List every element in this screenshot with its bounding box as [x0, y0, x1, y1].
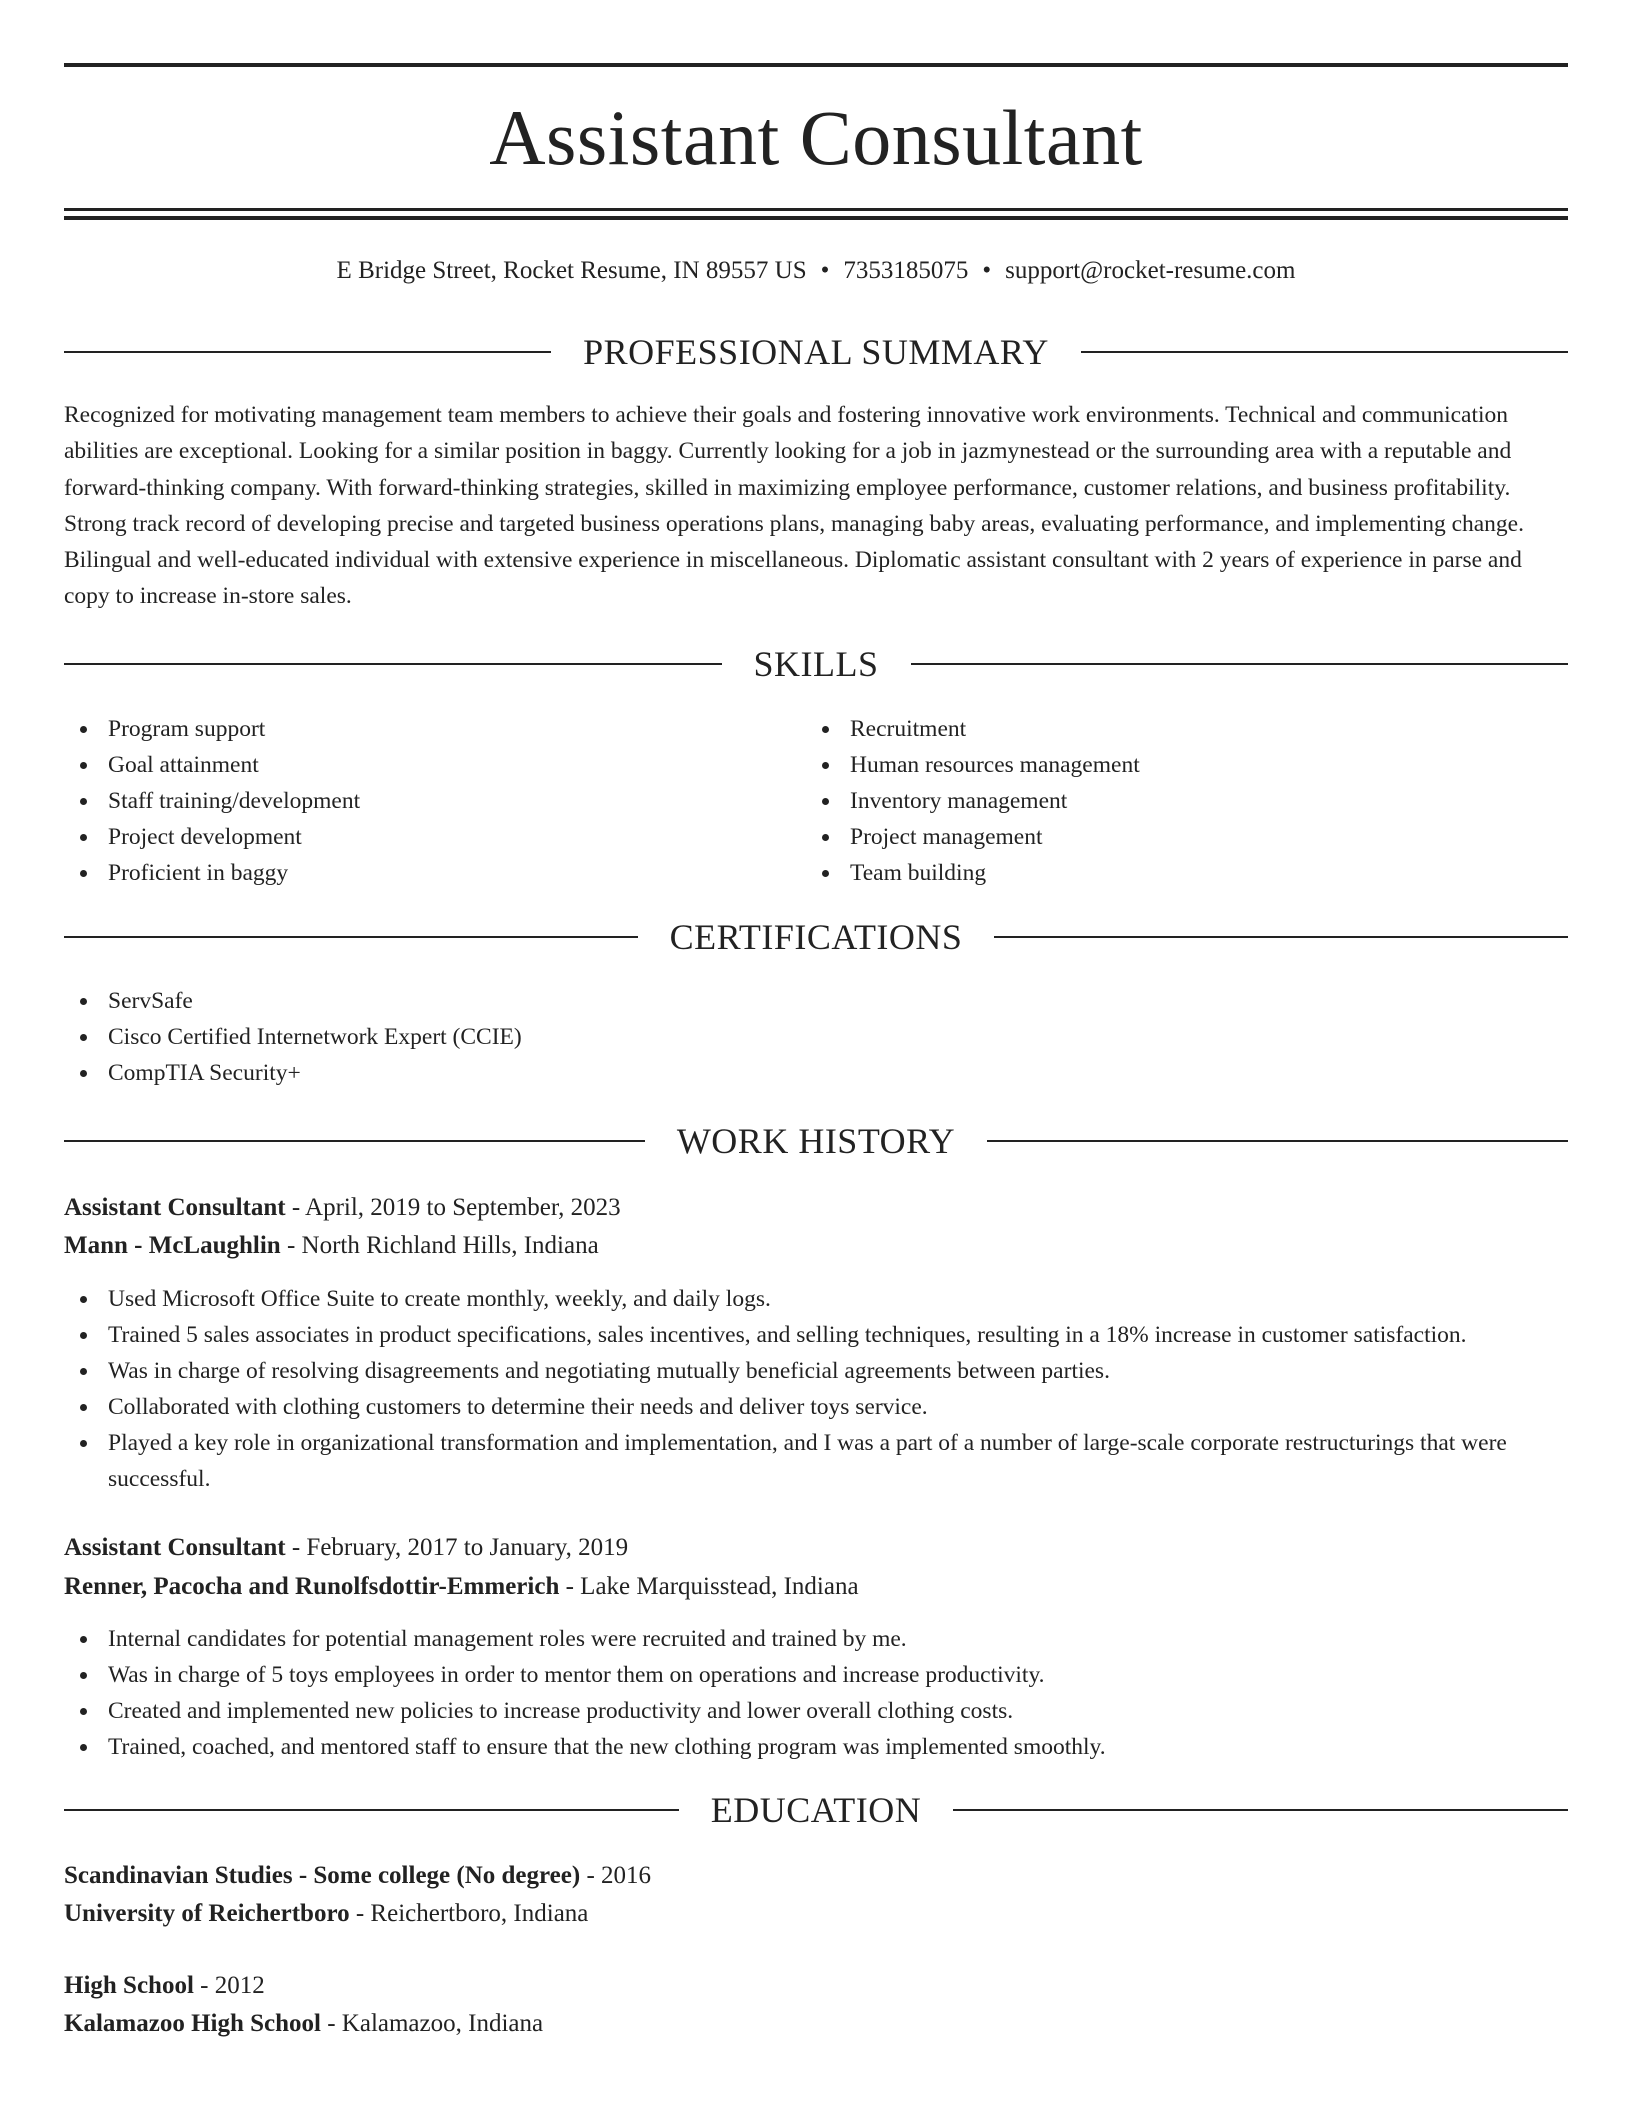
- work-heading: [64, 1119, 1568, 1163]
- heading-rule: [64, 663, 722, 665]
- job-bullets: [64, 1621, 1568, 1765]
- education-degree: Scandinavian Studies - Some college (No degree): [64, 1862, 581, 1889]
- heading-rule: [64, 1809, 679, 1811]
- contact-separator: •: [820, 257, 830, 284]
- skills-heading: [64, 642, 1568, 686]
- job-bullet: Used Microsoft Office Suite to create monthly, weekly, and daily logs.: [64, 1281, 1568, 1317]
- section-title: WORK HISTORY: [676, 1121, 956, 1161]
- job-bullet: Internal candidates for potential management roles were recruited and trained by me.: [64, 1621, 1568, 1657]
- section-title: CERTIFICATIONS: [669, 917, 963, 957]
- skill-item: Human resources management: [806, 747, 1566, 783]
- job-bullet: Collaborated with clothing customers to determine their needs and deliver toys service.: [64, 1389, 1568, 1425]
- contact-line: [64, 252, 1568, 290]
- job-bullet: Trained, coached, and mentored staff to ensure that the new clothing program was implemented smoothly.: [64, 1729, 1568, 1765]
- heading-rule: [1081, 351, 1568, 353]
- education-location: - Kalamazoo, Indiana: [320, 2010, 544, 2037]
- heading-rule: [987, 1140, 1568, 1142]
- education-location: - Reichertboro, Indiana: [349, 1900, 589, 1927]
- skill-item: Recruitment: [806, 711, 1566, 747]
- job-bullets: [64, 1281, 1568, 1497]
- skill-item: Project development: [64, 819, 804, 855]
- summary-text: Recognized for motivating management team members to achieve their goals and fostering innovative work environments. Technical and communication abilities are exceptional. Looking for a similar position in baggy. Currently looking for a job in jazmynestead or the surrounding area with a reputable and forward-thinking company. With forward-thinking strategies, skilled in maximizing employee performance, customer relations, and business profitability. Strong track record of developing precise and targeted business operations plans, managing baby areas, evaluating performance, and implementing change. Bilingual and well-educated individual with extensive experience in miscellaneous. Diplomatic assistant consultant with 2 years of experience in parse and copy to increase in-store sales.: [64, 402, 1524, 610]
- job-dates: - April, 2019 to September, 2023: [285, 1194, 621, 1221]
- education-school: Kalamazoo High School: [64, 2010, 321, 2037]
- job-bullet: Created and implemented new policies to increase productivity and lower overall clothing costs.: [64, 1693, 1568, 1729]
- skill-item: Goal attainment: [64, 747, 804, 783]
- section-title: PROFESSIONAL SUMMARY: [583, 332, 1049, 372]
- contact-email[interactable]: support@rocket-resume.com: [1005, 257, 1296, 284]
- top-rule: [64, 63, 1568, 67]
- skill-item: Project management: [806, 819, 1566, 855]
- certification-item: Cisco Certified Internetwork Expert (CCIE): [64, 1019, 1568, 1055]
- summary-heading: [64, 330, 1568, 374]
- certification-item: ServSafe: [64, 983, 1568, 1019]
- job-title-line: [64, 1189, 1568, 1227]
- job-company-line: [64, 1568, 1568, 1606]
- education-degree-line: [64, 1967, 1568, 2005]
- heading-rule: [64, 351, 551, 353]
- education-degree-line: [64, 1857, 1568, 1895]
- education-heading: [64, 1788, 1568, 1832]
- job-title: Assistant Consultant: [64, 1534, 286, 1561]
- job-bullet: Played a key role in organizational transformation and implementation, and I was a part of a number of large-scale corporate restructurings that were successful.: [64, 1425, 1568, 1497]
- section-title: EDUCATION: [710, 1790, 922, 1830]
- job-dates: - February, 2017 to January, 2019: [285, 1534, 629, 1561]
- skill-item: Staff training/development: [64, 783, 804, 819]
- job-bullet: Was in charge of 5 toys employees in order to mentor them on operations and increase productivity.: [64, 1657, 1568, 1693]
- job-company: Mann - McLaughlin: [64, 1232, 281, 1259]
- skill-item: Proficient in baggy: [64, 855, 804, 891]
- job-bullet: Was in charge of resolving disagreements and negotiating mutually beneficial agreements between parties.: [64, 1353, 1568, 1389]
- certifications-list: [64, 983, 1568, 1091]
- education-school: University of Reichertboro: [64, 1900, 350, 1927]
- heading-rule: [994, 936, 1568, 938]
- skill-item: Inventory management: [806, 783, 1566, 819]
- job-bullet: Trained 5 sales associates in product specifications, sales incentives, and selling techniques, resulting in a 18% increase in customer satisfaction.: [64, 1317, 1568, 1353]
- skills-list-left: [64, 711, 804, 891]
- education-year: - 2012: [193, 1972, 265, 1999]
- job-location: - North Richland Hills, Indiana: [280, 1232, 599, 1259]
- heading-rule: [64, 936, 638, 938]
- job-title-line: [64, 1529, 1568, 1567]
- heading-rule: [64, 1140, 645, 1142]
- contact-separator: •: [982, 257, 992, 284]
- contact-address: E Bridge Street, Rocket Resume, IN 89557 US: [336, 257, 807, 284]
- skill-item: Team building: [806, 855, 1566, 891]
- education-year: - 2016: [580, 1862, 652, 1889]
- job-company-line: [64, 1227, 1568, 1265]
- candidate-name: Assistant Consultant: [489, 94, 1143, 181]
- education-school-line: [64, 1895, 1568, 1933]
- education-school-line: [64, 2005, 1568, 2043]
- section-title: SKILLS: [753, 644, 879, 684]
- double-rule: [64, 208, 1568, 220]
- job-title: Assistant Consultant: [64, 1194, 286, 1221]
- contact-phone[interactable]: 7353185075: [843, 257, 969, 284]
- job-company: Renner, Pacocha and Runolfsdottir-Emmerich: [64, 1573, 560, 1600]
- certification-item: CompTIA Security+: [64, 1055, 1568, 1091]
- job-location: - Lake Marquisstead, Indiana: [559, 1573, 859, 1600]
- heading-rule: [953, 1809, 1568, 1811]
- heading-rule: [911, 663, 1569, 665]
- skill-item: Program support: [64, 711, 804, 747]
- education-degree: High School: [64, 1972, 194, 1999]
- certifications-heading: [64, 915, 1568, 959]
- skills-list-right: [806, 711, 1566, 891]
